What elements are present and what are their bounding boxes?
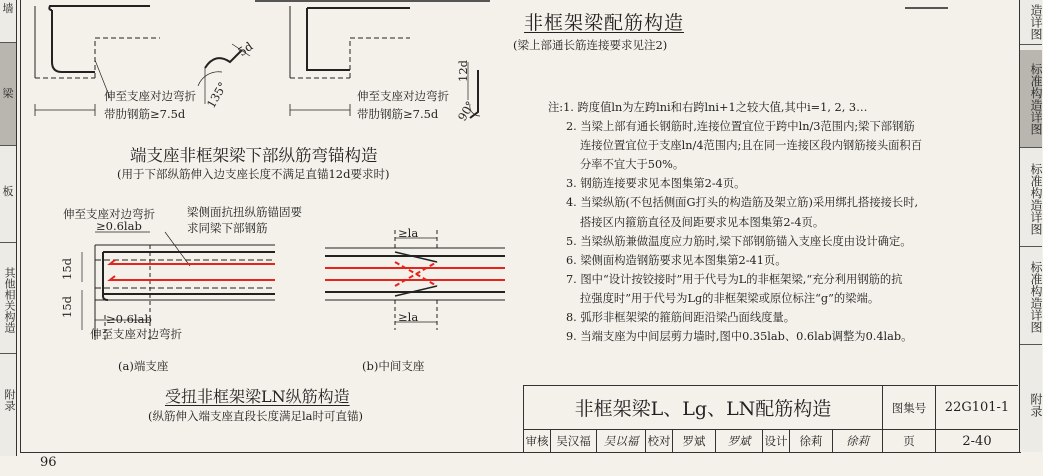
design-label: 设计: [763, 430, 790, 452]
reviewer-signature: 吴以福: [597, 430, 646, 452]
note-line: 分率不宜大于50%。: [580, 158, 685, 172]
rtab-label: 标准构造详图: [1029, 62, 1043, 135]
torsion-title: 受扭非框架梁LN纵筋构造: [165, 387, 350, 406]
torsion-side-rebars-b: [325, 262, 505, 286]
torsion-side-rebars-a: [110, 260, 275, 280]
note-line: 连接位置宜位于支座ln/4范围内;且在同一连接区段内钢筋接头面积百: [580, 139, 923, 153]
dim-la-top: ≥la: [398, 226, 419, 240]
tab-label: 板: [2, 185, 14, 198]
atlas-label: 图集号: [883, 386, 936, 429]
note-line: 3. 钢筋连接要求见本图集第2-4页。: [566, 177, 746, 191]
checker-name: 罗斌: [673, 430, 716, 452]
dim-12d: 12d: [456, 60, 470, 82]
tab-label: 附录: [3, 389, 16, 411]
dim-06lab-bot: ≥0.6lab: [106, 312, 152, 326]
page-label: 页: [883, 430, 936, 452]
note-line: 注:1. 跨度值ln为左跨lni和右跨lni+1之较大值,其中i=1, 2, 3…: [548, 101, 868, 114]
designer-name: 徐莉: [790, 430, 833, 452]
page-number: 96: [40, 455, 57, 470]
title-row: [524, 386, 1018, 430]
review-label: 审核: [524, 430, 551, 452]
check-label: 校对: [646, 430, 673, 452]
angle-135: 135°: [203, 79, 230, 111]
note-line: 6. 梁侧面构造钢筋要求见本图集第2-41页。: [566, 253, 787, 267]
label-side-anchor: 梁侧面抗扭纵筋锚固要求同梁下部钢筋: [187, 205, 302, 235]
note-line: 7. 图中“设计按铰接时”用于代号为L的非框架梁,“充分利用钢筋的抗: [566, 272, 903, 286]
notes-block: [548, 98, 922, 346]
end-anchor-title: 端支座非框架梁下部纵筋弯锚构造: [130, 146, 378, 165]
drawing-title: 非框架梁L、Lg、LN配筋构造: [524, 386, 883, 429]
dim-15d-bot: 15d: [60, 296, 74, 318]
note-line: 9. 当端支座为中间层剪力墙时,图中0.35lab、0.6lab调整为0.4lab。: [566, 330, 913, 344]
dim-la-bot: ≥la: [398, 310, 419, 324]
tab-label: 梁: [2, 87, 14, 100]
dim-15d-top: 15d: [60, 258, 74, 280]
note-line: 5. 当梁纵筋兼做温度应力筋时,梁下部钢筋锚入支座长度由设计确定。: [566, 234, 912, 248]
rtab-label: 标准构造详图: [1029, 163, 1043, 235]
torsion-subtitle: (纵筋伸入端支座直段长度满足la时可直锚): [148, 409, 364, 423]
page-code: 2-40: [962, 433, 992, 449]
note-line: 2. 当梁上部有通长钢筋时,连接位置宜位于跨中ln/3范围内;梁下部钢筋: [566, 120, 915, 134]
note-line: 搭接区内箍筋直径及间距要求见本图集第2-4页。: [580, 215, 825, 229]
dim-06lab-top: ≥0.6lab: [96, 219, 142, 233]
designer-signature: 徐莉: [833, 430, 883, 452]
atlas-number: 22G101-1: [944, 400, 1010, 415]
label-top-bend: 伸至支座对边弯折: [63, 207, 155, 221]
section-subtitle: (梁上部通长筋连接要求见注2): [513, 38, 668, 52]
label-bend-b: 伸至支座对边弯折: [357, 89, 449, 103]
note-line: 拉强度时”用于代号为Lg的非框架梁或原位标注“g”的梁端。: [580, 291, 880, 305]
section-title: 非框架梁配筋构造: [524, 12, 685, 34]
end-anchor-subtitle: (用于下部纵筋伸入边支座长度不满足直锚12d要求时): [117, 167, 390, 181]
title-block: [523, 385, 1018, 452]
rtab-label: 标准构造详图: [1029, 261, 1043, 333]
caption-a: (a)端支座: [118, 359, 169, 373]
angle-90: 90°: [455, 98, 478, 124]
caption-b: (b)中间支座: [362, 359, 425, 373]
reviewer-name: 吴汉福: [551, 430, 597, 452]
rtab-label: 造详图: [1029, 4, 1043, 40]
label-ribbed-b: 带肋钢筋≥7.5d: [357, 107, 439, 121]
rtab-label: 附录: [1029, 393, 1043, 417]
tab-label: 其他相关构造: [3, 267, 16, 333]
checker-signature: 罗斌: [716, 430, 763, 452]
note-line: 4. 当梁纵筋(不包括侧面G打头的构造筋及架立筋)采用绑扎搭接接长时,: [566, 196, 919, 210]
label-bend-a: 伸至支座对边弯折: [104, 89, 196, 103]
label-bot-bend: 伸至支座对边弯折: [90, 327, 182, 341]
note-line: 8. 弧形非框架梁的箍筋间距沿梁凸面线度量。: [566, 311, 796, 325]
dim-5d: 5d: [235, 39, 256, 59]
tab-label: 墙: [2, 2, 14, 15]
signature-row: [524, 430, 1018, 452]
label-ribbed-a: 带肋钢筋≥7.5d: [104, 107, 186, 121]
